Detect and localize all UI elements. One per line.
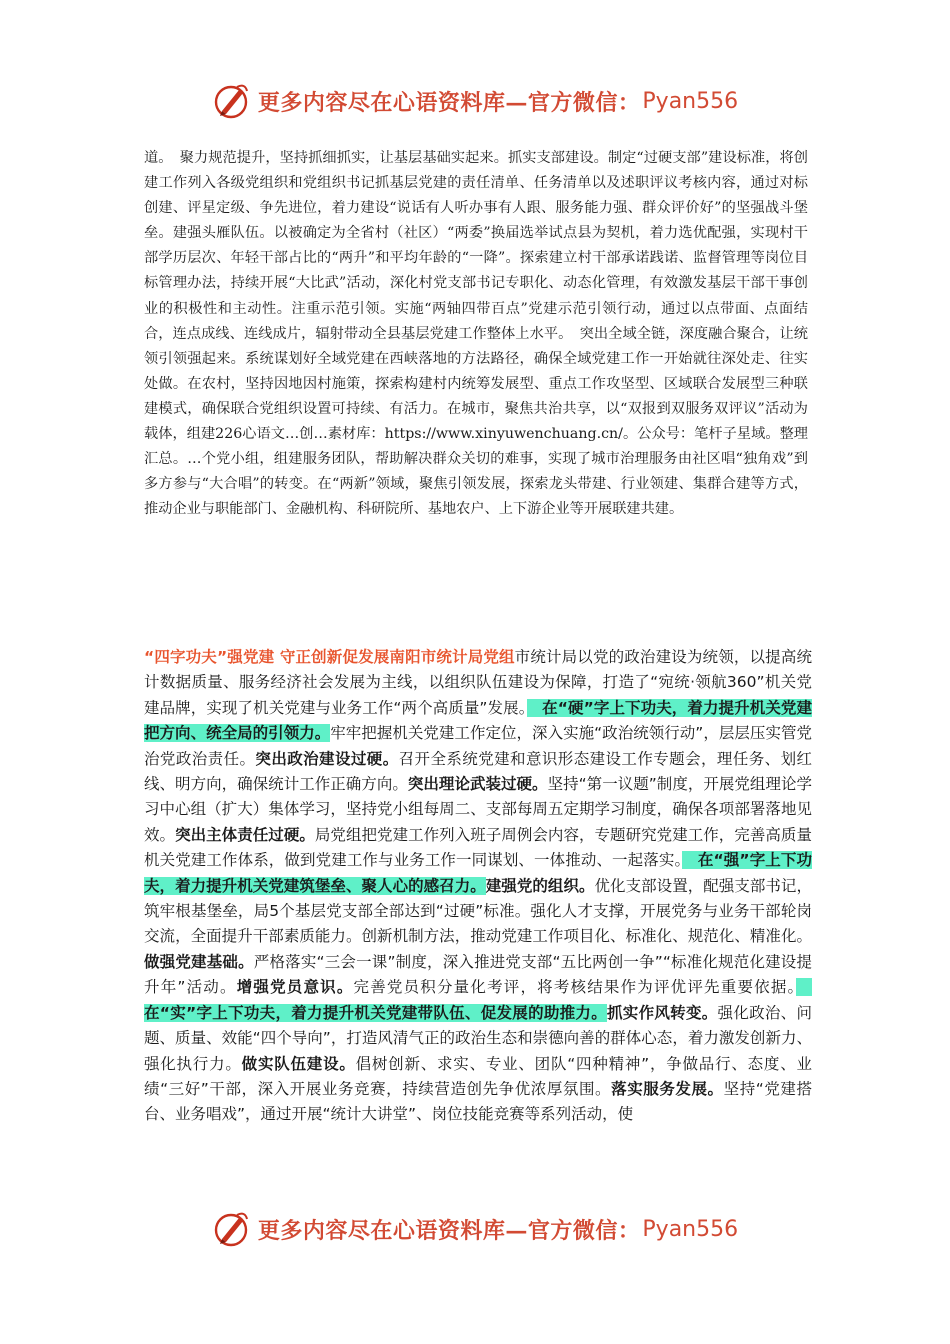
body-text: 优化支部设置，配强支部书记，筑牢根基堡垒，局5个基层党支部全部达到“过硬”标准。强化人才支撑，开展党务与业务干部轮岗交流，全面提升干部素质能力。创新机制方法，推动党建工作项目化、标准化、规范化、精准化。 <box>144 876 812 946</box>
bold-subheading: 增强党员意识。 <box>236 978 354 997</box>
body-text: 倡树创新、求实、专业、团队“四种精神”，争做品行、态度、业绩“三好”干部，深入开展业务竞赛，持续营造创先争优浓厚氛围。 <box>144 1054 812 1098</box>
highlighted-heading: 在“强”字上下功夫，着力提升机关党建筑堡垒、聚人心的感召力。 <box>144 851 812 895</box>
banner-wechat-id: Pyan556 <box>642 1216 739 1242</box>
pen-logo-icon <box>212 1209 252 1249</box>
body-text: 坚持“第一议题”制度，开展党组理论学习中心组（扩大）集体学习，坚持党小组每周二、支部每周五定期学习制度，确保各项部署落地见效。 <box>144 775 812 844</box>
banner-text: 更多内容尽在心语资料库—官方微信： <box>257 89 641 116</box>
body-text: 召开全系统党建和意识形态建设工作专题会，理任务、划红线、明方向，确保统计工作正确方向。 <box>144 749 812 794</box>
footer-banner <box>0 1206 950 1252</box>
banner-wechat-id: Pyan556 <box>642 88 739 114</box>
article-body <box>144 648 812 1123</box>
banner-text: 更多内容尽在心语资料库—官方微信： <box>257 1217 641 1244</box>
bold-subheading: 建强党的组织。 <box>485 876 595 895</box>
bold-subheading: 突出政治建设过硬。 <box>255 749 399 768</box>
article-paragraph-1 <box>144 146 808 522</box>
body-text: 局党组把党建工作列入班子周例会内容，专题研究党建工作，完善高质量机关党建工作体系，做到党建工作与业务工作一同谋划、一体推动、一起落实。 <box>144 825 812 870</box>
pen-logo-icon <box>212 81 252 121</box>
bold-subheading: 做实队伍建设。 <box>241 1054 356 1073</box>
header-banner <box>0 78 950 124</box>
body-text: 严格落实“三会一课”制度，深入推进党支部“五比两创一争”“标准化规范化建设提升年”活动。 <box>144 952 812 997</box>
article-paragraph-2 <box>144 645 812 1128</box>
body-text: 市统计局以党的政治建设为统领，以提高统计数据质量、服务经济社会发展为主线，以组织队伍建设为保障，打造了“宛统·领航360”机关党建品牌，实现了机关党建与业务工作“两个高质量”发展。 <box>144 648 812 717</box>
paragraph-text: 道。 聚力规范提升，坚持抓细抓实，让基层基础实起来。抓实支部建设。制定“过硬支部”建设标准，将创建工作列入各级党组织和党组织书记抓基层党建的责任清单、任务清单以及述职评议考核内容，通过对标创建、评星定级、争先进位，着力建设“说话有人听办事有人跟、服务能力强、群众评价好”的坚强战斗堡垒。建强头雁队伍。以被确定为全省村（社区）“两委”换届选举试点县为契机，着力选优配强，实现村干部学历层次、年轻干部占比的“两升”和平均年龄的“一降”。探索建立村干部承诺践诺、监督管理等岗位目标管理办法，持续开展“大比武”活动，深化村党支部书记专职化、动态化管理，有效激发基层干部干事创业的积极性和主动性。注重示范引领。实施“两轴四带百点”党建示范引领行动，通过以点带面、点面结合，连点成线、连线成片，辐射带动全县基层党建工作整体上水平。 突出全域全链，深度融合聚合，让统领引领强起来。系统谋划好全域党建在西峡落地的方法路径，确保全域党建工作一开始就往深处走、往实处做。在农村，坚持因地因村施策，探索构建村内统筹发展型、重点工作攻坚型、区域联合发展型三种联建模式，确保联合党组织设置可持续、有活力。在城市，聚焦共治共享，以“双报到双服务双评议”活动为载体，组建226心语文…创…素材库：https://www.xinyuwenchuang.cn/。公众号：笔杆子星域。整理汇总。…个党小组，组建服务团队，帮助解决群众关切的难事，实现了城市治理服务由社区唱“独角戏”到多方参与“大合唱”的转变。在“两新”领域，聚焦引领发展，探索龙头带建、行业领建、集群合建等方式，推动企业与职能部门、金融机构、科研院所、基地农户、上下游企业等开展联建共建。 <box>144 150 809 518</box>
bold-subheading: 落实服务发展。 <box>611 1079 724 1098</box>
bold-subheading: 突出理论武装过硬。 <box>407 775 548 794</box>
body-text: 牢牢把握机关党建工作定位，深入实施“政治统领行动”，层层压实管党治党政治责任。 <box>144 724 812 768</box>
article-title: “四字功夫”强党建 守正创新促发展南阳市统计局党组 <box>144 648 515 666</box>
bold-subheading: 抓实作风转变。 <box>607 1003 718 1022</box>
body-text: 完善党员积分量化考评，将考核结果作为评优评先重要依据。 <box>353 978 797 997</box>
body-text: 强化政治、问题、质量、效能“四个导向”，打造风清气正的政治生态和崇德向善的群体心态，着力激发创新力、强化执行力。 <box>144 1003 812 1073</box>
highlighted-heading: 在“硬”字上下功夫，着力提升机关党建把方向、统全局的引领力。 <box>144 698 812 743</box>
highlighted-heading: 在“实”字上下功夫，着力提升机关党建带队伍、促发展的助推力。 <box>144 978 812 1022</box>
bold-subheading: 做强党建基础。 <box>144 952 254 971</box>
bold-subheading: 突出主体责任过硬。 <box>175 825 315 844</box>
body-text: 坚持“党建搭台、业务唱戏”，通过开展“统计大讲堂”、岗位技能竞赛等系列活动，使 <box>144 1079 812 1124</box>
